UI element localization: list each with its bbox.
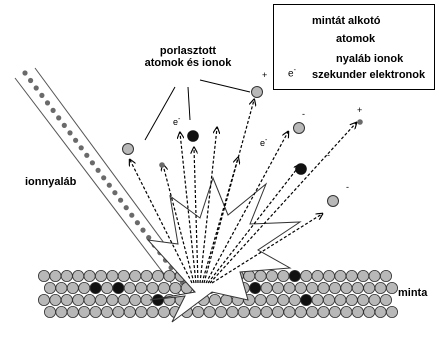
lattice-atom	[73, 294, 84, 305]
lattice-atom	[375, 282, 386, 293]
lattice-atom	[118, 270, 129, 281]
beam-ion-dot	[84, 153, 89, 158]
lattice-atom	[130, 294, 141, 305]
legend-label-secondary-electrons: szekunder elektronok	[312, 69, 426, 81]
lattice-atom	[255, 294, 266, 305]
lattice-atom	[67, 282, 78, 293]
lattice-atom	[341, 306, 352, 317]
lattice-atom	[50, 270, 61, 281]
lattice-atom	[346, 294, 357, 305]
beam-ion-dot	[124, 205, 129, 210]
lattice-atom	[44, 282, 55, 293]
plus-charge-marker: +	[262, 70, 268, 80]
electron-marker: e-	[260, 137, 268, 148]
beam-ion-particle	[357, 119, 363, 125]
lattice-atom	[386, 306, 397, 317]
sample-label: minta	[398, 287, 428, 299]
lattice-atom	[380, 270, 391, 281]
lattice-atom	[38, 270, 49, 281]
lattice-atom	[380, 294, 391, 305]
lattice-atom	[130, 270, 141, 281]
lattice-atom	[278, 270, 289, 281]
lattice-atom	[209, 294, 220, 305]
lattice-atom	[284, 306, 295, 317]
lattice-atom	[107, 270, 118, 281]
lattice-atom	[284, 282, 295, 293]
lattice-atom	[95, 294, 106, 305]
lattice-atom	[113, 306, 124, 317]
callout-line-1	[145, 87, 175, 140]
legend-label-sample-atoms-2: atomok	[336, 33, 376, 45]
lattice-atom	[307, 282, 318, 293]
lattice-atom	[67, 306, 78, 317]
lattice-atom	[335, 294, 346, 305]
lattice-dark-atom	[90, 282, 101, 293]
lattice-atom	[312, 294, 323, 305]
lattice-atom	[352, 306, 363, 317]
beam-ion-dot	[107, 183, 112, 188]
lattice-atom	[136, 282, 147, 293]
beam-ion-dot	[39, 93, 44, 98]
sputtered-dark-atom	[187, 130, 199, 142]
lattice-atom	[261, 282, 272, 293]
lattice-atom	[358, 294, 369, 305]
lattice-atom	[301, 270, 312, 281]
beam-ion-dot	[67, 130, 72, 135]
lattice-atom	[375, 306, 386, 317]
sputtered-dark-atom	[295, 163, 307, 175]
minus-charge-marker: -	[327, 150, 330, 160]
lattice-atom	[61, 294, 72, 305]
beam-ion-dot	[112, 190, 117, 195]
lattice-atom	[307, 306, 318, 317]
legend-label-sample-atoms-1: mintát alkotó	[312, 15, 381, 27]
lattice-atom	[364, 282, 375, 293]
lattice-atom	[244, 270, 255, 281]
sputtered-atom	[294, 123, 305, 134]
lattice-atom	[358, 270, 369, 281]
lattice-atom	[289, 294, 300, 305]
lattice-atom	[147, 306, 158, 317]
beam-ion-dot	[28, 78, 33, 83]
legend	[273, 4, 435, 90]
lattice-atom	[295, 282, 306, 293]
lattice-atom	[170, 282, 181, 293]
beam-ion-dot	[135, 220, 140, 225]
lattice-atom	[295, 306, 306, 317]
lattice-atom	[101, 306, 112, 317]
lattice-atom	[50, 294, 61, 305]
ion-beam-label: ionnyaláb	[25, 176, 77, 188]
minus-charge-marker: -	[302, 109, 305, 119]
beam-ion-dot	[129, 213, 134, 218]
electron-marker: e-	[173, 116, 181, 127]
lattice-atom	[79, 282, 90, 293]
beam-ion-dot	[51, 108, 56, 113]
beam-ion-particle	[159, 162, 165, 168]
lattice-atom	[318, 306, 329, 317]
lattice-atom	[272, 282, 283, 293]
sputtered-atom	[252, 87, 263, 98]
lattice-atom	[352, 282, 363, 293]
lattice-atom	[141, 270, 152, 281]
lattice-dark-atom	[301, 294, 312, 305]
lattice-atom	[124, 306, 135, 317]
beam-ion-dot	[140, 228, 145, 233]
lattice-atom	[346, 270, 357, 281]
lattice-atom	[312, 270, 323, 281]
lattice-atom	[84, 270, 95, 281]
sputtered-particles	[123, 87, 363, 207]
lattice-atom	[369, 294, 380, 305]
beam-ion-dot	[96, 168, 101, 173]
lattice-atom	[164, 270, 175, 281]
lattice-dark-atom	[250, 282, 261, 293]
lattice-atom	[193, 306, 204, 317]
beam-ion-dot	[45, 100, 50, 105]
lattice-atom	[56, 282, 67, 293]
lattice-atom	[364, 306, 375, 317]
lattice-atom	[238, 306, 249, 317]
lattice-atom	[152, 270, 163, 281]
lattice-atom	[318, 282, 329, 293]
beam-ion-dot	[34, 85, 39, 90]
beam-ion-dot	[79, 145, 84, 150]
lattice-atom	[386, 282, 397, 293]
sputtered-atom	[123, 144, 134, 155]
lattice-atom	[335, 270, 346, 281]
lattice-atom	[56, 306, 67, 317]
lattice-atom	[329, 306, 340, 317]
lattice-atom	[272, 306, 283, 317]
beam-ion-dot	[62, 123, 67, 128]
sputtered-atom	[328, 196, 339, 207]
lattice-atom	[341, 282, 352, 293]
lattice-atom	[136, 306, 147, 317]
lattice-atom	[158, 306, 169, 317]
lattice-atom	[61, 270, 72, 281]
legend-label-beam-ions: nyaláb ionok	[336, 53, 404, 65]
beam-ion-dot	[56, 115, 61, 120]
lattice-atom	[73, 270, 84, 281]
lattice-atom	[90, 306, 101, 317]
lattice-atom	[204, 306, 215, 317]
lattice-atom	[266, 294, 277, 305]
lattice-atom	[369, 270, 380, 281]
lattice-atom	[323, 270, 334, 281]
lattice-atom	[158, 282, 169, 293]
lattice-atom	[261, 306, 272, 317]
lattice-atom	[84, 294, 95, 305]
minus-charge-marker: -	[346, 182, 349, 192]
beam-ion-dot	[22, 70, 27, 75]
lattice-atom	[95, 270, 106, 281]
sputtered-label-line-1: porlasztott	[159, 45, 217, 57]
lattice-atom	[329, 282, 340, 293]
legend-electron-symbol: e-	[288, 67, 296, 80]
lattice-atom	[278, 294, 289, 305]
sputtered-label	[133, 45, 243, 69]
lattice-dark-atom	[289, 270, 300, 281]
lattice-atom	[147, 282, 158, 293]
lattice-atom	[79, 306, 90, 317]
lattice-atom	[44, 306, 55, 317]
callout-line-2	[188, 87, 190, 120]
beam-ion-dot	[118, 198, 123, 203]
beam-ion-dot	[101, 175, 106, 180]
lattice-atom	[266, 270, 277, 281]
lattice-atom	[101, 282, 112, 293]
lattice-atom	[255, 270, 266, 281]
lattice-atom	[107, 294, 118, 305]
lattice-atom	[227, 306, 238, 317]
beam-ion-dot	[90, 160, 95, 165]
lattice-atom	[323, 294, 334, 305]
lattice-atom	[38, 294, 49, 305]
sputtered-label-line-2: atomok és ionok	[144, 57, 232, 69]
lattice-atom	[118, 294, 129, 305]
callout-line-3	[200, 80, 250, 92]
beam-ion-dot	[73, 138, 78, 143]
lattice-atom	[250, 306, 261, 317]
lattice-dark-atom	[113, 282, 124, 293]
lattice-atom	[124, 282, 135, 293]
lattice-atom	[215, 306, 226, 317]
plus-charge-marker: +	[357, 105, 363, 115]
